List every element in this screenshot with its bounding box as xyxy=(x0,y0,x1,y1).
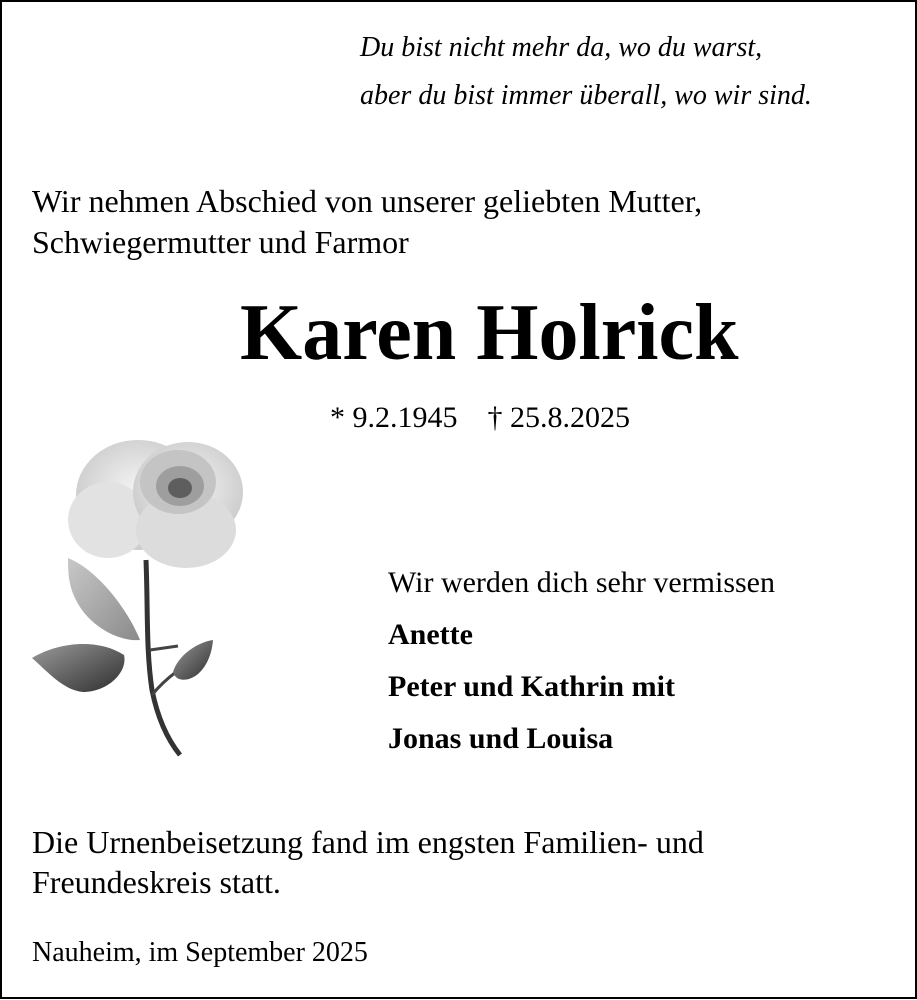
mourner-name: Anette xyxy=(388,618,473,651)
life-dates: * 9.2.1945 † 25.8.2025 xyxy=(330,401,630,434)
intro-line-1: Wir nehmen Abschied von unserer geliebten Mutter, xyxy=(32,183,703,219)
closing-line-2: Freundeskreis statt. xyxy=(32,864,281,900)
quote-line-1: Du bist nicht mehr da, wo du warst, xyxy=(360,32,763,63)
quote-line-2: aber du bist immer überall, wo wir sind. xyxy=(360,80,812,111)
closing-line-1: Die Urnenbeisetzung fand im engsten Familien- und xyxy=(32,824,704,860)
mourner-name: Jonas und Louisa xyxy=(388,722,614,755)
mourner-name: Peter und Kathrin mit xyxy=(388,670,675,703)
rose-illustration xyxy=(28,410,260,760)
intro-line-2: Schwiegermutter und Farmor xyxy=(32,224,409,260)
mourners-message: Wir werden dich sehr vermissen xyxy=(388,566,775,599)
deceased-name: Karen Holrick xyxy=(240,289,739,377)
place-date: Nauheim, im September 2025 xyxy=(32,937,368,968)
